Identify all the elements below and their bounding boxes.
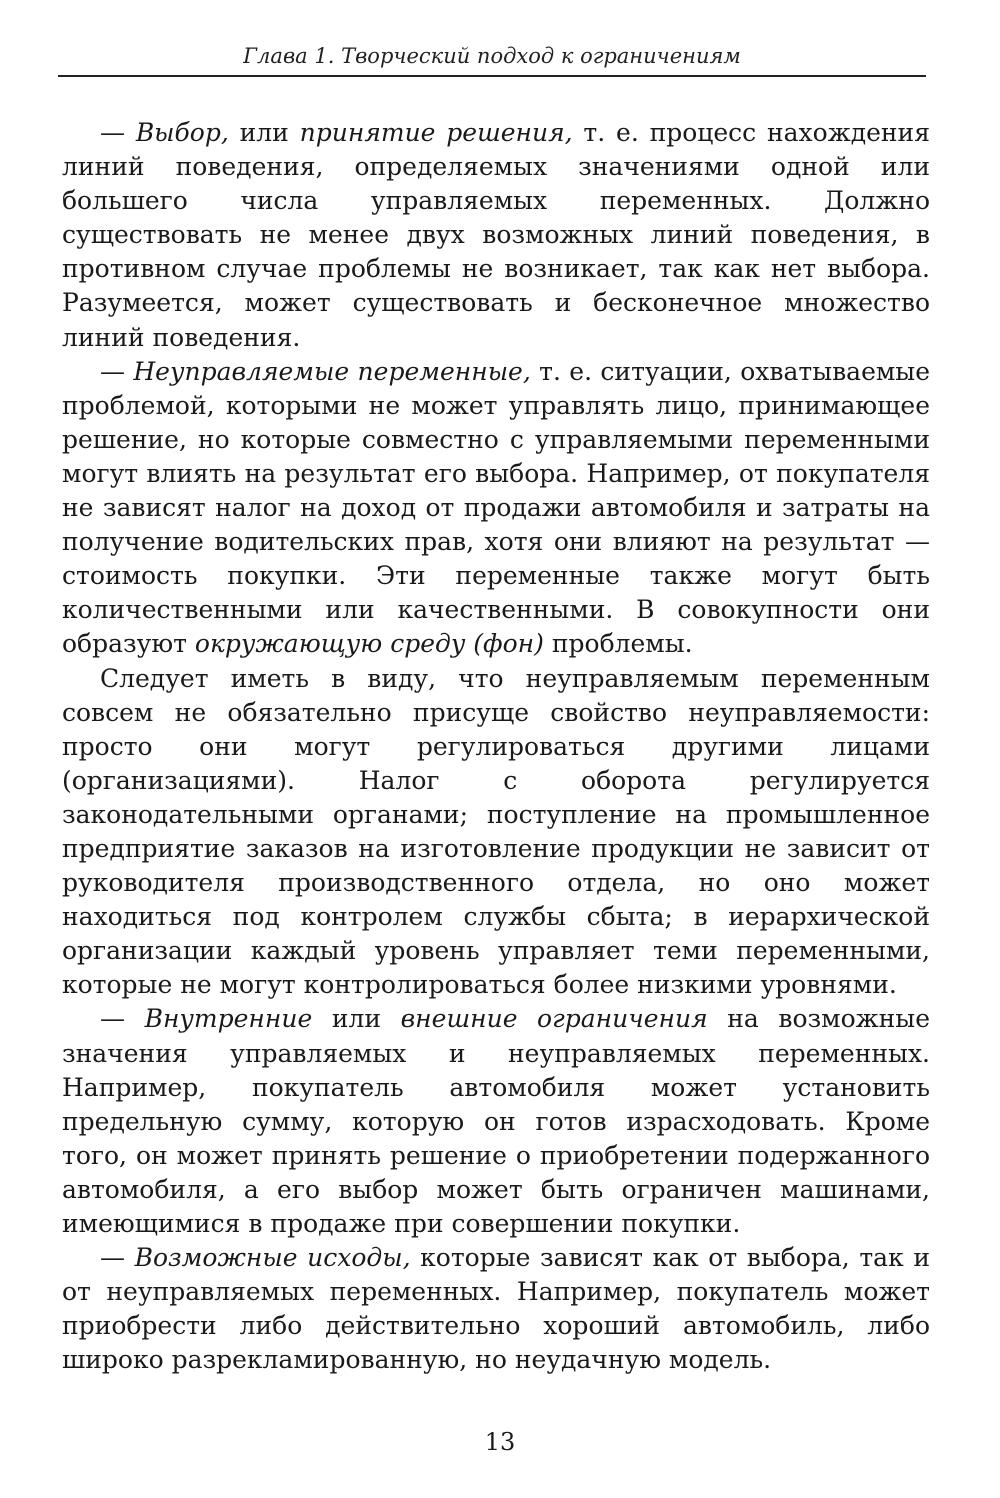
running-header: Глава 1. Творческий подход к ограничениям xyxy=(243,44,741,68)
paragraph-note: Следует иметь в виду, что неуправляемым переменным совсем не обязательно присуще свойство неуправляемости: просто они могут регулироваться другими лицами (организациями). Налог с оборота регулируется законодательными органами; поступление на промышленное предприятие заказов на изготовление продукции не зависит от руководителя производственного отдела, но оно может находиться под контролем службы сбыта; в иерархической организации каждый уровень управляет теми переменными, которые не могут контролироваться более низкими уровнями. xyxy=(62,663,930,1000)
paragraph-uncontrolled-variables: — Неуправляемые переменные, т. е. ситуации, охватываемые проблемой, которыми не может управлять лицо, принимающее решение, но которые совместно с управляемыми переменными могут влиять на результат его выбора. Например, от покупателя не зависят налог на доход от продажи автомобиля и затраты на получение водительских прав, хотя они влияют на результат — стоимость покупки. Эти переменные также могут быть количественными или качественными. В совокупности они образуют окружающую среду (фон) проблемы. xyxy=(62,356,931,659)
term-choice: Выбор, xyxy=(135,118,229,147)
term-environment: окружающую среду (фон) xyxy=(194,629,544,659)
term-decision: принятие решения, xyxy=(299,118,573,147)
header-rule xyxy=(58,75,926,77)
term-uncontrolled-variables: Неуправляемые переменные, xyxy=(133,356,531,386)
term-external-constraints: внешние ограничения xyxy=(400,1004,708,1034)
term-possible-outcomes: Возможные исходы, xyxy=(134,1243,411,1273)
body-text xyxy=(62,116,930,1377)
page-number: 13 xyxy=(484,1428,516,1456)
paragraph-outcomes: — Возможные исходы, которые зависят как от выбора, так и от неуправляемых переменных. Например, покупатель может приобрести либо действительно хороший автомобиль, либо широко разрекламированную, но неудачную модель. xyxy=(62,1243,930,1375)
term-internal: Внутренние xyxy=(144,1004,313,1034)
paragraph-constraints: — Внутренние или внешние ограничения на возможные значения управляемых и неуправляемых переменных. Например, покупатель автомобиля может установить предельную сумму, которую он готов израсходовать. Кроме того, он может принять решение о приобретении подержанного автомобиля, а его выбор может быть ограничен машинами, имеющимися в продаже при совершении покупки. xyxy=(62,1004,931,1238)
paragraph-choice: — Выбор, или принятие решения, т. е. процесс нахождения линий поведения, определяемых значениями одной или большего числа управляемых переменных. Должно существовать не менее двух возможных линий поведения, в противном случае проблемы не возникает, так как нет выбора. Разумеется, может существовать и бесконечное множество линий поведения. xyxy=(62,118,930,352)
